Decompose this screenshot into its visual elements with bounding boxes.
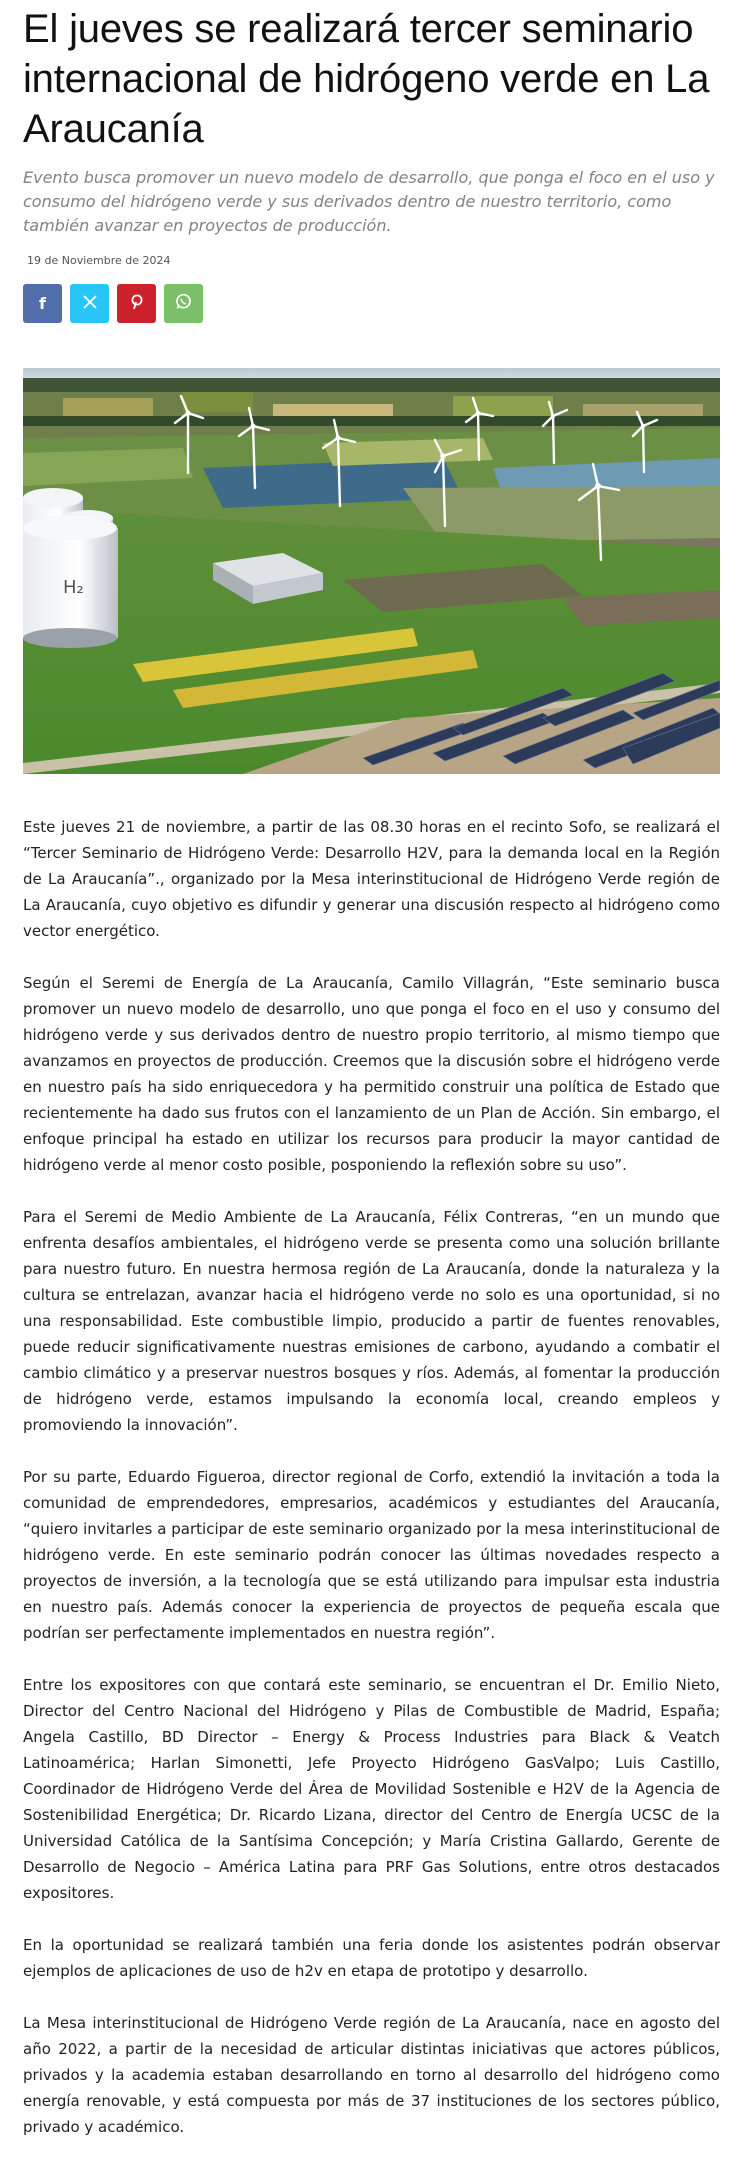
x-icon <box>83 295 97 313</box>
article <box>23 0 720 2166</box>
article-title: El jueves se realizará tercer seminario internacional de hidrógeno verde en La Araucanía <box>23 7 710 151</box>
whatsapp-icon <box>175 293 192 314</box>
pinterest-icon <box>130 294 144 314</box>
paragraph: En la oportunidad se realizará también una feria donde los asistentes podrán observar ejemplos de aplicaciones de uso de h2v en etapa de prototipo y desarrollo. <box>23 1936 720 1980</box>
paragraph: Para el Seremi de Medio Ambiente de La Araucanía, Félix Contreras, “en un mundo que enfrenta desafíos ambientales, el hidrógeno verde se presenta como una solución brillante para nuestro futuro. En nuestra hermosa región de La Araucanía, donde la naturaleza y la cultura se entrelazan, avanzar hacia el hidrógeno verde no solo es una oportunidad, si no una responsabilidad. Este combustible limpio, producido a partir de fuentes renovables, puede reducir significativamente nuestras emisiones de carbono, ayudando a combatir el cambio climático y a preservar nuestros bosques y ríos. Además, al fomentar la producción de hidrógeno verde, estamos impulsando la economía local, creando empleos y promoviendo la innovación”. <box>23 1208 720 1434</box>
article-body <box>23 814 720 2140</box>
pinterest-share-button[interactable] <box>117 284 156 323</box>
paragraph: Por su parte, Eduardo Figueroa, director regional de Corfo, extendió la invitación a toda la comunidad de emprendedores, empresarios, académicos y estudiantes del Araucanía, “quiero invitarles a participar de este seminario organizado por la mesa interinstitucional de hidrógeno verde. En este seminario podrán conocer las últimas novedades respecto a proyectos de inversión, a la tecnología que se está utilizando para impulsar esta industria en nuestro país. Además conocer la experiencia de proyectos de pequeña escala que podrían ser perfectamente implementados en nuestra región”. <box>23 1468 720 1642</box>
paragraph: Según el Seremi de Energía de La Araucanía, Camilo Villagrán, “Este seminario busca promover un nuevo modelo de desarrollo, uno que ponga el foco en el uso y consumo del hidrógeno verde y sus derivados dentro de nuestro propio territorio, al mismo tiempo que avanzamos en proyectos de producción. Creemos que la discusión sobre el hidrógeno verde en nuestro país ha sido enriquecedora y ha permitido construir una política de Estado que recientemente ha dado sus frutos con el lanzamiento de un Plan de Acción. Sin embargo, el enfoque principal ha estado en utilizar los recursos para producir la mayor cantidad de hidrógeno verde al menor costo posible, posponiendo la reflexión sobre su uso”. <box>23 974 720 1174</box>
paragraph: Entre los expositores con que contará este seminario, se encuentran el Dr. Emilio Nieto, Director del Centro Nacional del Hidrógeno y Pilas de Combustible de Madrid, España; Angela Castillo, BD Director – Energy & Process Industries para Black & Veatch Latinoamérica; Harlan Simonetti, Jefe Proyecto Hidrógeno GasValpo; Luis Castillo, Coordinador de Hidrógeno Verde del Área de Movilidad Sostenible e H2V de la Agencia de Sostenibilidad Energética; Dr. Ricardo Lizana, director del Centro de Energía UCSC de la Universidad Católica de la Santísima Concepción; y María Cristina Gallardo, Gerente de Desarrollo de Negocio – América Latina para PRF Gas Solutions, entre otros destacados expositores. <box>23 1676 720 1902</box>
hero-image <box>23 368 720 774</box>
share-bar <box>23 284 720 323</box>
article-subtitle: Evento busca promover un nuevo modelo de desarrollo, que ponga el foco en el uso y consumo del hidrógeno verde y sus derivados dentro de nuestro territorio, como también avanzar en proyectos de producción. <box>23 168 715 235</box>
publish-date: 19 de Noviembre de 2024 <box>27 254 171 267</box>
whatsapp-share-button[interactable] <box>164 284 203 323</box>
facebook-share-button[interactable] <box>23 284 62 323</box>
paragraph: La Mesa interinstitucional de Hidrógeno Verde región de La Araucanía, nace en agosto del año 2022, a partir de la necesidad de articular distintas iniciativas que actores públicos, privados y la academia estaban desarrollando en torno al desarrollo del hidrógeno como energía renovable, y está compuesta por más de 37 instituciones de los sectores público, privado y académico. <box>23 2014 720 2136</box>
x-share-button[interactable] <box>70 284 109 323</box>
tank-label: H₂ <box>63 577 84 598</box>
paragraph: Este jueves 21 de noviembre, a partir de las 08.30 horas en el recinto Sofo, se realizará el “Tercer Seminario de Hidrógeno Verde: Desarrollo H2V, para la demanda local en la Región de La Araucanía”., organizado por la Mesa interinstitucional de Hidrógeno Verde región de La Araucanía, cuyo objetivo es difundir y generar una discusión respecto al hidrógeno como vector energético. <box>23 818 720 940</box>
facebook-icon: f <box>39 294 46 313</box>
